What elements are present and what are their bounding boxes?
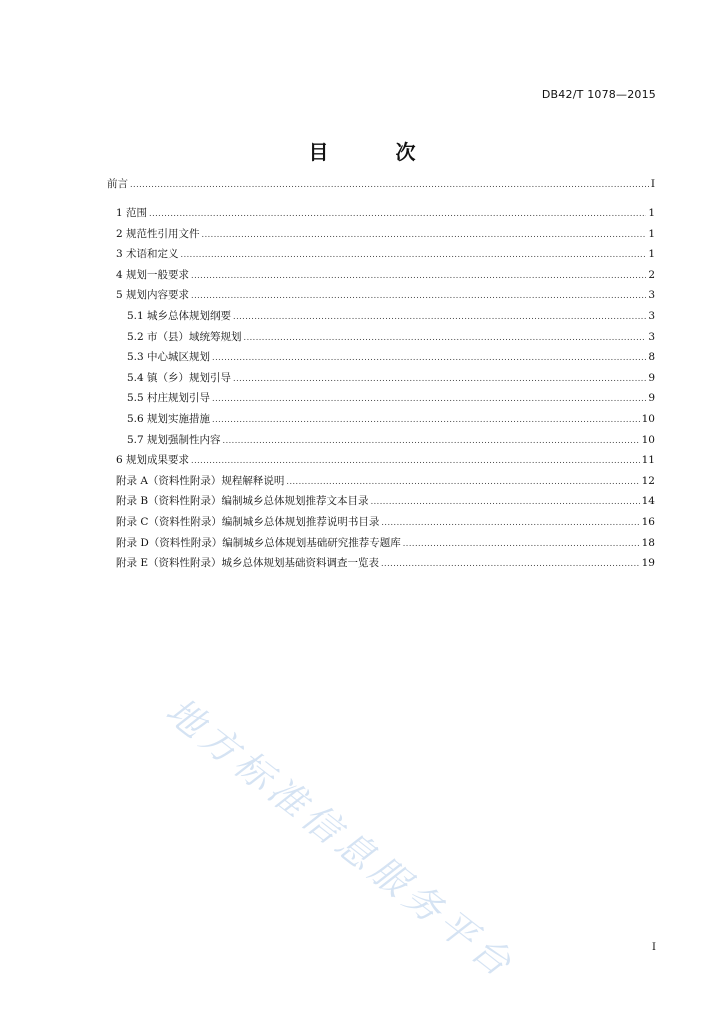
toc-leader-dots (181, 250, 647, 259)
toc-entry[interactable] (107, 287, 655, 308)
toc-entry[interactable] (107, 226, 655, 247)
toc-leader-dots (233, 312, 646, 321)
page-number: I (652, 942, 656, 953)
toc-entry-label: 5.1 城乡总体规划纲要 (127, 309, 232, 322)
toc-leader-dots (233, 374, 646, 383)
toc-entry-label: 附录 C（资料性附录）编制城乡总体规划推荐说明书目录 (116, 515, 380, 528)
toc-entry[interactable] (107, 432, 655, 453)
toc-entry[interactable] (107, 390, 655, 411)
toc-leader-dots (223, 436, 640, 445)
toc-entry-page: 9 (648, 371, 655, 384)
toc-leader-dots (403, 539, 640, 548)
toc-entry-page: 3 (648, 309, 655, 322)
toc-entry-label: 5.5 村庄规划引导 (127, 392, 211, 405)
toc-leader-dots (130, 180, 649, 189)
toc-entry-page: 16 (641, 515, 655, 528)
toc-entry-page: 12 (641, 474, 655, 487)
toc-entry[interactable] (107, 493, 655, 514)
toc-leader-dots (371, 497, 640, 506)
toc-entry-page: 19 (641, 557, 655, 570)
toc-leader-dots (191, 456, 640, 465)
toc-entry[interactable] (107, 176, 655, 205)
document-code: DB42/T 1078—2015 (541, 88, 656, 101)
toc-entry-label: 5 规划内容要求 (116, 289, 190, 302)
toc-leader-dots (381, 559, 640, 568)
toc-entry-label: 5.3 中心城区规划 (127, 351, 211, 364)
toc-leader-dots (212, 415, 640, 424)
toc-entry-label: 2 规范性引用文件 (116, 227, 200, 240)
toc-entry-page: 9 (648, 392, 655, 405)
toc-entry-page: 1 (648, 207, 655, 219)
toc-entry-label: 5.6 规划实施措施 (127, 412, 211, 425)
toc-entry-label: 附录 A（资料性附录）规程解释说明 (116, 474, 285, 487)
toc-leader-dots (149, 209, 646, 218)
toc-entry-page: 3 (648, 289, 655, 302)
toc-entry[interactable] (107, 329, 655, 350)
toc-entry-page: 11 (641, 454, 655, 467)
toc-entry-page: 18 (641, 536, 655, 549)
toc-entry-label: 附录 E（资料性附录）城乡总体规划基础资料调查一览表 (116, 557, 380, 570)
toc-entry[interactable] (107, 452, 655, 473)
toc-leader-dots (286, 477, 639, 486)
toc-entry[interactable] (107, 246, 655, 267)
page-title: 目 次 (308, 140, 446, 164)
toc-entry-label: 5.4 镇（乡）规划引导 (127, 371, 232, 384)
toc-leader-dots (212, 353, 646, 362)
toc-entry-label: 附录 D（资料性附录）编制城乡总体规划基础研究推荐专题库 (116, 536, 401, 549)
toc-entry-label: 3 术语和定义 (116, 248, 179, 261)
watermark-text: 地方标准信息服务平台 (157, 689, 524, 988)
toc-leader-dots (381, 518, 639, 527)
toc-entry-page: 2 (648, 268, 655, 281)
toc-entry[interactable] (107, 205, 655, 226)
toc-entry[interactable] (107, 411, 655, 432)
toc-entry[interactable] (107, 514, 655, 535)
toc-leader-dots (191, 271, 646, 280)
toc-entry-label: 前言 (107, 178, 128, 190)
toc-entry-page: I (650, 178, 655, 190)
toc-entry-label: 5.2 市（县）域统筹规划 (127, 330, 242, 343)
toc-leader-dots (191, 291, 646, 300)
toc-entry-label: 附录 B（资料性附录）编制城乡总体规划推荐文本目录 (116, 495, 369, 508)
toc-entry-label: 5.7 规划强制性内容 (127, 433, 221, 446)
toc-entry[interactable] (107, 535, 655, 556)
toc-entry[interactable] (107, 349, 655, 370)
toc-entry-page: 1 (648, 248, 655, 261)
toc-entry-page: 14 (641, 495, 655, 508)
toc-entry-page: 10 (641, 412, 655, 425)
table-of-contents (107, 176, 655, 576)
toc-entry-label: 1 范围 (116, 207, 148, 219)
toc-entry[interactable] (107, 555, 655, 576)
toc-entry-label: 4 规划一般要求 (116, 268, 190, 281)
toc-entry[interactable] (107, 473, 655, 494)
toc-entry-label: 6 规划成果要求 (116, 454, 190, 467)
toc-entry[interactable] (107, 370, 655, 391)
toc-entry-page: 8 (648, 351, 655, 364)
toc-leader-dots (244, 333, 647, 342)
toc-entry-page: 3 (648, 330, 655, 343)
toc-leader-dots (202, 230, 647, 239)
toc-entry-page: 1 (648, 227, 655, 240)
toc-entry-page: 10 (641, 433, 655, 446)
toc-entry[interactable] (107, 267, 655, 288)
toc-leader-dots (212, 394, 646, 403)
toc-entry[interactable] (107, 308, 655, 329)
